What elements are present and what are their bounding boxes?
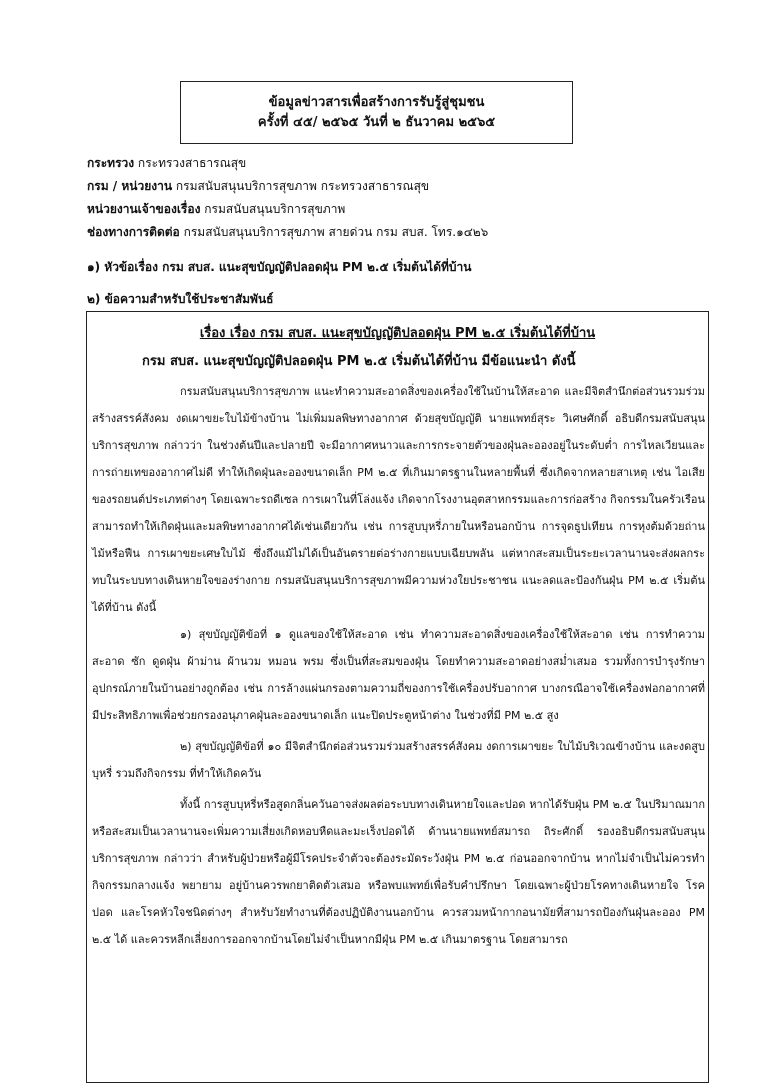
meta-ministry-value: กระทรวงสาธารณสุข: [134, 156, 247, 170]
header-issue-date: ครั้งที่ ๔๕/ ๒๕๖๕ วันที่ ๒ ธันวาคม ๒๕๖๕: [257, 114, 496, 130]
meta-contact-label: ช่องทางการติดต่อ: [87, 225, 180, 239]
meta-department-value: กรมสนับสนุนบริการสุขภาพ กระทรวงสาธารณสุข: [172, 179, 430, 193]
article-box: [86, 311, 709, 1083]
article-body: [92, 378, 705, 953]
meta-ministry: [87, 152, 707, 175]
article-paragraph: ๒) สุขบัญญัติข้อที่ ๑๐ มีจิตสำนึกต่อส่วนรวมร่วมสร้างสรรค์สังคม งดการเผาขยะ ใบไม้บริเวณข้างบ้าน และงดสูบบุหรี่ รวมถึงกิจกรรม ที่ทำให้เกิดควัน: [92, 740, 705, 780]
meta-section: [87, 152, 707, 244]
header-title: ข้อมูลข่าวสารเพื่อสร้างการรับรู้สู่ชุมชน: [268, 94, 485, 110]
header-box: [180, 81, 573, 144]
pr-message-heading: ๒) ข้อความสำหรับใช้ประชาสัมพันธ์: [87, 292, 274, 306]
meta-contact-value: กรมสนับสนุนบริการสุขภาพ สายด่วน กรม สบส. โทร.๑๔๒๖: [179, 225, 489, 239]
meta-owner-label: หน่วยงานเจ้าของเรื่อง: [87, 202, 201, 216]
article-paragraph: ทั้งนี้ การสูบบุหรี่หรือสูดกลิ่นควันอาจส่งผลต่อระบบทางเดินหายใจและปอด หากได้รับฝุ่น PM ๒.๕ ในปริมาณมากหรือสะสมเป็นเวลานานจะเพิ่มความเสี่ยงเกิดหอบหืดและมะเร็งปอดได้ ด้านนายแพทย์สมารถ ถิระศักดิ์ รองอธิบดีกรมสนับสนุนบริการสุขภาพ กล่าวว่า สำหรับผู้ป่วยหรือผู้มีโรคประจำตัวจะต้องระมัดระวังฝุ่น PM ๒.๕ ก่อนออกจากบ้าน หากไม่จำเป็นไม่ควรทำกิจกรรมกลางแจ้ง พยายาม อยู่บ้านควรพกยาติดตัวเสมอ หรือพบแพทย์เพื่อรับคำปรึกษา โดยเฉพาะผู้ป่วยโรคทางเดินหายใจ โรคปอด และโรคหัวใจชนิดต่างๆ สำหรับวัยทำงานที่ต้องปฏิบัติงานนอกบ้าน ควรสวมหน้ากากอนามัยที่สามารถป้องกันฝุ่นละออง PM ๒.๕ ได้ และควรหลีกเลี่ยงการออกจากบ้านโดยไม่จำเป็นหากมีฝุ่น PM ๒.๕ เกินมาตรฐาน โดยสามารถ: [92, 798, 705, 946]
meta-owner-value: กรมสนับสนุนบริการสุขภาพ: [200, 202, 346, 216]
article-paragraph: กรมสนับสนุนบริการสุขภาพ แนะทำความสะอาดสิ่งของเครื่องใช้ในบ้านให้สะอาด และมีจิตสำนึกต่อส่วนรวมร่วมสร้างสรรค์สังคม งดเผาขยะใบไม้ข้างบ้าน ไม่เพิ่มมลพิษทางอากาศ ด้วยสุขบัญญัติ นายแพทย์สุระ วิเศษศักดิ์ อธิบดีกรมสนับสนุนบริการสุขภาพ กล่าวว่า ในช่วงต้นปีและปลายปี จะมีอากาศหนาวและการกระจายตัวของฝุ่นละอองอยู่ในระดับต่ำ การไหลเวียนและการถ่ายเทของอากาศไม่ดี ทำให้เกิดฝุ่นละอองขนาดเล็ก PM ๒.๕ ที่เกินมาตรฐานในหลายพื้นที่ ซึ่งเกิดจากหลายสาเหตุ เช่น ไอเสียของรถยนต์ประเภทต่างๆ โดยเฉพาะรถดีเซล การเผาในที่โล่งแจ้ง เกิดจากโรงงานอุตสาหกรรมและการก่อสร้าง กิจกรรมในครัวเรือนสามารถทำให้เกิดฝุ่นและมลพิษทางอากาศได้เช่นเดียวกัน เช่น การสูบบุหรี่ภายในหรือนอกบ้าน การจุดธูปเทียน การหุงต้มด้วยถ่านไม้หรือฟืน การเผาขยะเศษใบไม้ ซึ่งถึงแม้ไม่ได้เป็นอันตรายต่อร่างกายแบบเฉียบพลัน แต่หากสะสมเป็นระยะเวลานานจะส่งผลกระทบในระบบทางเดินหายใจของร่างกาย กรมสนับสนุนบริการสุขภาพมีความห่วงใยประชาชน แนะลดและป้องกันฝุ่น PM ๒.๕ เริ่มต้นได้ที่บ้าน ดังนี้: [92, 385, 705, 614]
meta-department: [87, 175, 707, 198]
article-headline: เรื่อง เรื่อง กรม สบส. แนะสุขบัญญัติปลอดฝุ่น PM ๒.๕ เริ่มต้นได้ที่บ้าน: [199, 326, 596, 341]
meta-department-label: กรม / หน่วยงาน: [87, 179, 173, 193]
article-subheadline: กรม สบส. แนะสุขบัญญัติปลอดฝุ่น PM ๒.๕ เริ่มต้นได้ที่บ้าน มีข้อแนะนำ ดังนี้: [142, 354, 576, 369]
article-paragraph: ๑) สุขบัญญัติข้อที่ ๑ ดูแลของใช้ให้สะอาด เช่น ทำความสะอาดสิ่งของเครื่องใช้ให้สะอาด เช่น การทำความสะอาด ซัก ดูดฝุ่น ผ้าม่าน ผ้านวม หมอน พรม ซึ่งเป็นที่สะสมของฝุ่น โดยทำความสะอาดอย่างสม่ำเสมอ รวมทั้งการบำรุงรักษา อุปกรณ์ภายในบ้านอย่างถูกต้อง เช่น การล้างแผ่นกรองตามความถี่ของการใช้เครื่องปรับอากาศ บางกรณีอาจใช้เครื่องฟอกอากาศที่มีประสิทธิภาพเพื่อช่วยกรองอนุภาคฝุ่นละอองขนาดเล็ก แนะปิดประตูหน้าต่าง ในช่วงที่มี PM ๒.๕ สูง: [92, 628, 705, 722]
meta-ministry-label: กระทรวง: [87, 156, 135, 170]
meta-contact: [87, 221, 707, 244]
meta-owner: [87, 198, 707, 221]
topic-heading: ๑) หัวข้อเรื่อง กรม สบส. แนะสุขบัญญัติปลอดฝุ่น PM ๒.๕ เริ่มต้นได้ที่บ้าน: [87, 260, 472, 274]
